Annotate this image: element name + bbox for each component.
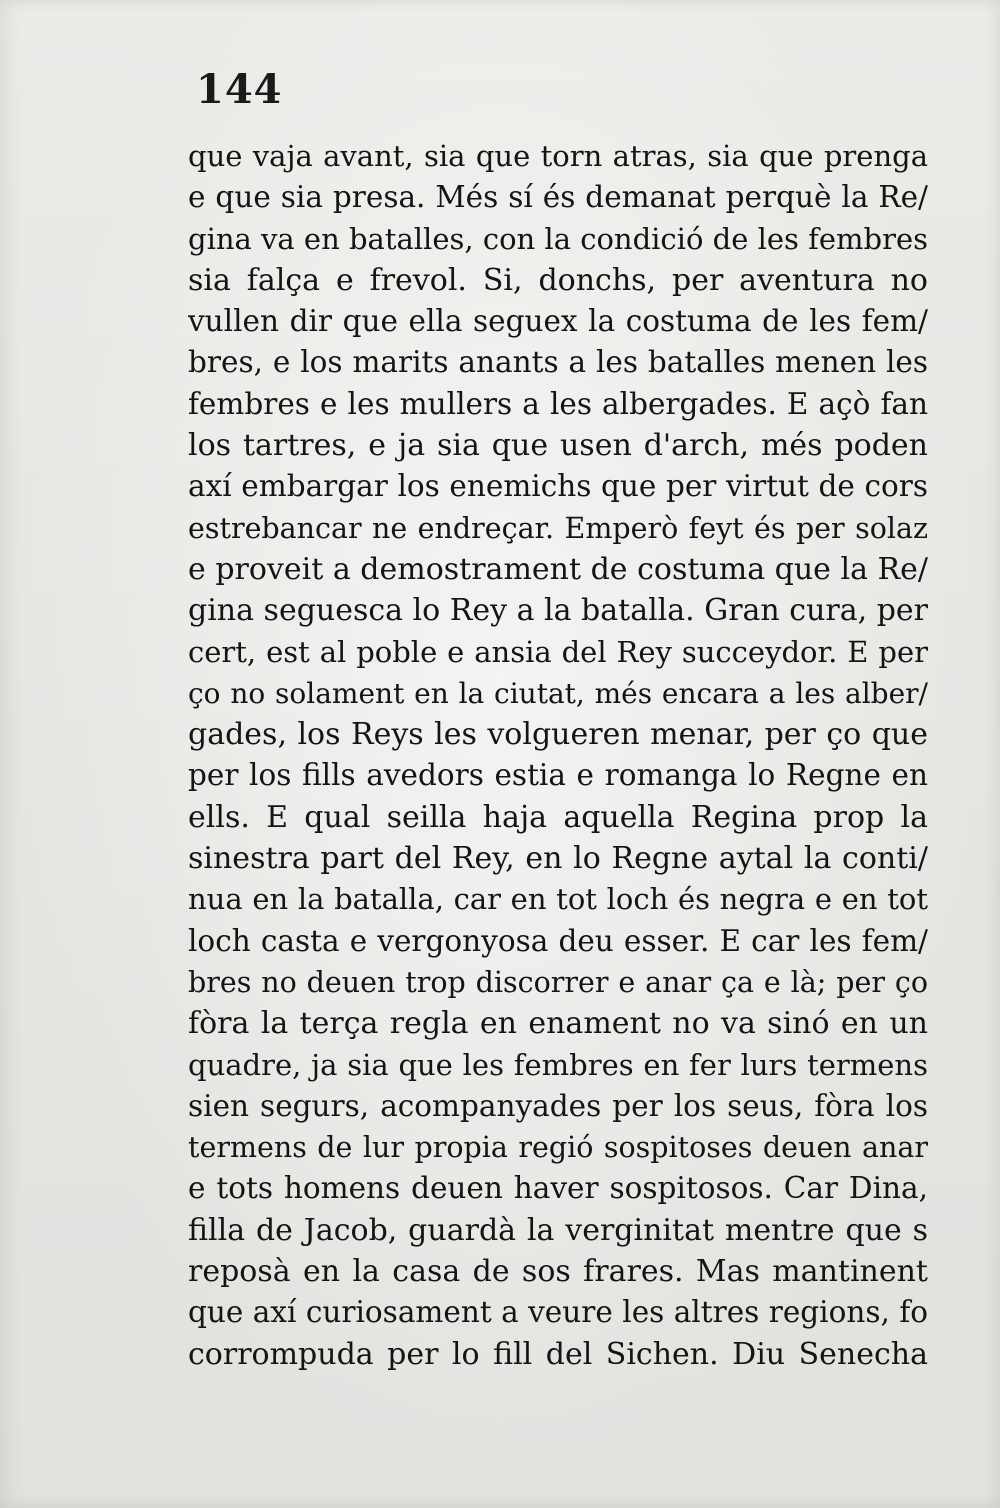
text-line: corrompuda per lo fill del Sichen. Diu Senecha [188,1336,928,1372]
text-line: gades, los Reys les volgueren menar, per ço que [188,717,928,753]
text-line: e proveit a demostrament de costuma que la Re/ [188,551,928,587]
text-line: sinestra part del Rey, en lo Regne aytal la conti/ [188,841,928,877]
text-line: estrebancar ne endreçar. Emperò feyt és per solaz [188,511,928,545]
text-line: los tartres, e ja sia que usen d'arch, més poden [188,428,928,464]
text-line: ço no solament en la ciutat, més encara a les alber/ [188,676,928,710]
text-line: cert, est al poble e ansia del Rey succeydor. E per [188,634,928,669]
body-text [188,136,928,1375]
text-line: reposà en la casa de sos frares. Mas mantinent [188,1254,928,1290]
text-line: bres no deuen trop discorrer e anar ça e là; per ço [188,965,928,999]
text-line: axí embargar los enemichs que per virtut de cors [188,469,928,504]
text-line: sien segurs, acompanyades per los seus, fòra los [188,1088,928,1123]
text-line: termens de lur propia regió sospitoses deuen anar [188,1131,928,1165]
text-line: ells. E qual seilla haja aquella Regina prop la [188,799,928,835]
text-line: nua en la batalla, car en tot loch és negra e en tot [188,882,928,917]
text-line: vullen dir que ella seguex la costuma de les fem/ [188,304,928,339]
text-line: loch casta e vergonyosa deu esser. E car les fem/ [188,923,928,958]
text-line: gina seguesca lo Rey a la batalla. Gran cura, per [188,593,928,629]
text-line: que axí curiosament a veure les altres regions, fo [188,1295,928,1330]
text-line: que vaja avant, sia que torn atras, sia que prenga [188,139,928,173]
text-line: fembres e les mullers a les albergades. E açò fan [188,386,928,421]
text-line: quadre, ja sia que les fembres en fer lurs termens [188,1047,928,1082]
text-line: per los fills avedors estia e romanga lo Regne en [188,758,928,793]
text-line: e tots homens deuen haver sospitosos. Car Dina, [188,1171,928,1206]
text-line: e que sia presa. Més sí és demanat perquè la Re/ [188,180,928,215]
text-line: fòra la terça regla en enament no va sinó en un [188,1006,928,1042]
text-line: filla de Jacob, guardà la verginitat mentre que s [188,1212,928,1248]
text-line: gina va en batalles, con la condició de les fembres [188,221,928,256]
text-line: sia falça e frevol. Si, donchs, per aventura no [188,262,928,298]
text-line: bres, e los marits anants a les batalles menen les [188,345,928,380]
page-number: 144 [196,66,283,113]
